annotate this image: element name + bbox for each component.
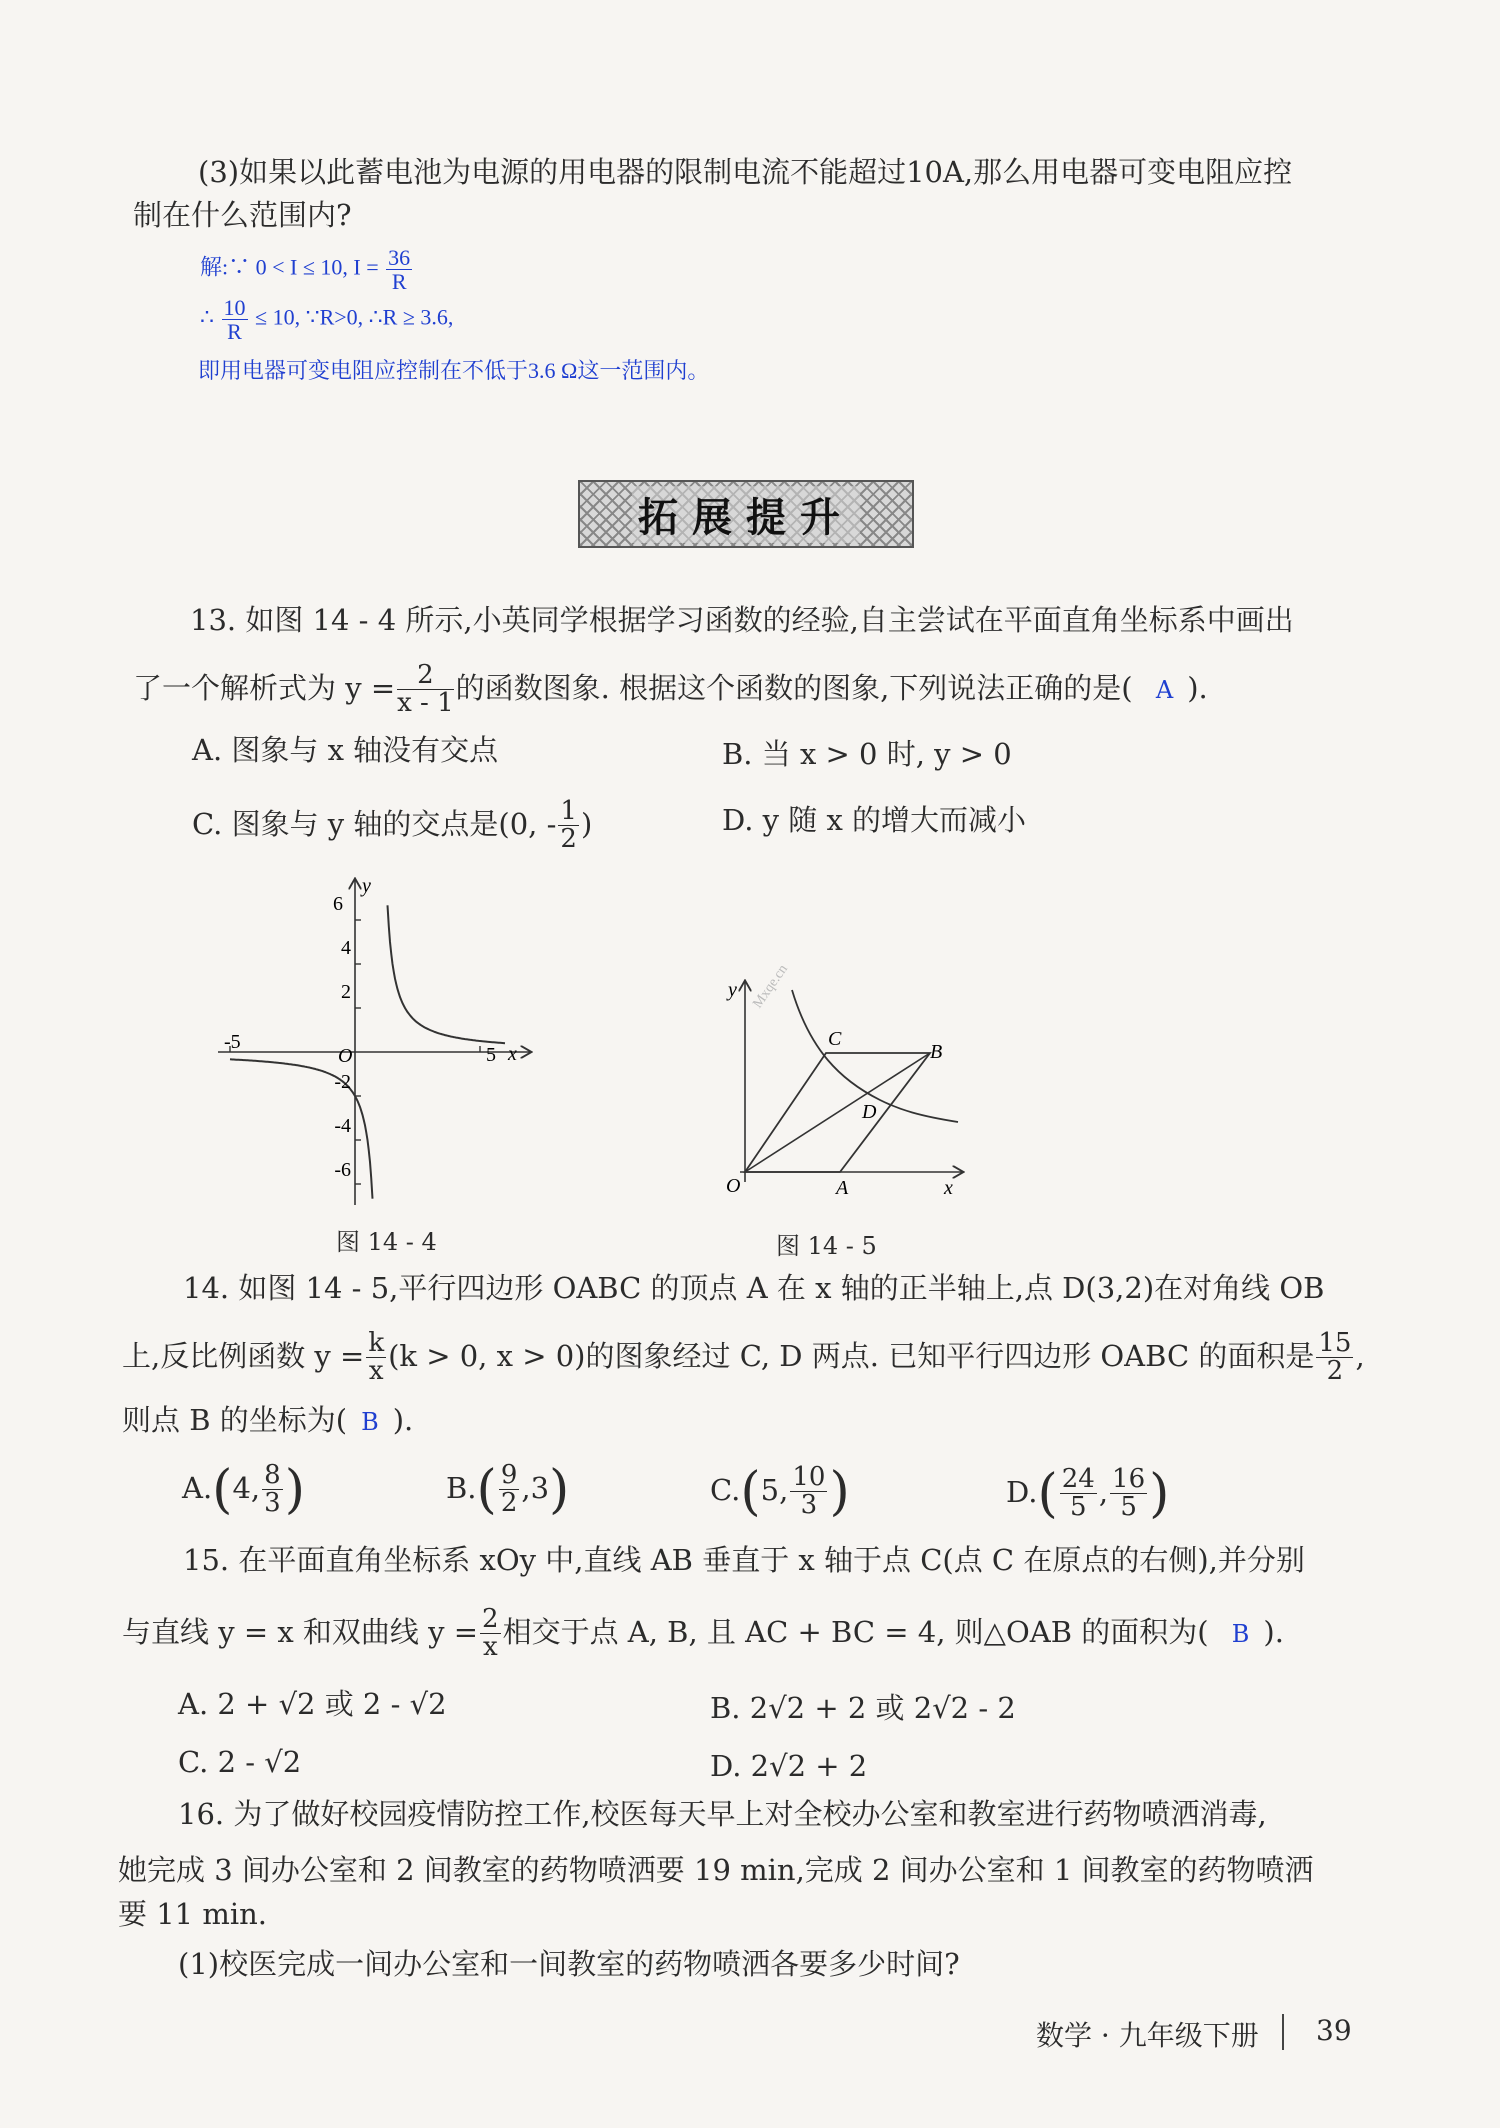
- q13-line2: 了一个解析式为 y = $\frac{2}{x - 1}$ 的函数图象. 根据这个函数的图象,下列说法正确的是( A ).: [133, 660, 1208, 719]
- origin-label: O: [726, 1175, 741, 1197]
- q16-line3: 要 11 min.: [118, 1897, 268, 1931]
- q13-answer: A: [1155, 675, 1174, 704]
- q13-option-a: A. 图象与 x 轴没有交点: [192, 733, 499, 767]
- q14-option-b: B.( $\frac{9}{2}$ ,3): [446, 1459, 570, 1520]
- section-title: 拓展提升: [632, 486, 860, 543]
- y-tick-2: 2: [341, 981, 351, 1003]
- watermark: Mxqe.cn: [750, 962, 791, 1012]
- q15-option-a: A. 2 + √2 或 2 - √2: [178, 1687, 447, 1721]
- hyperbola-right-branch: [388, 905, 506, 1043]
- q14-answer: B: [361, 1408, 379, 1436]
- origin-label: O: [338, 1045, 353, 1067]
- q14-line1: 14. 如图 14 - 5,平行四边形 OABC 的顶点 A 在 x 轴的正半轴上,点 D(3,2)在对角线 OB: [183, 1271, 1325, 1305]
- section-banner: [578, 480, 914, 548]
- figure-14-5-caption: 图 14 - 5: [776, 1232, 877, 1260]
- q14-line2: 上,反比例函数 y = $\frac{k}{x}$ (k > 0, x > 0)的图象经过 C, D 两点. 已知平行四边形 OABC 的面积是 $\frac{15}{2}$ ,: [122, 1328, 1365, 1387]
- y-tick-4: 4: [341, 937, 351, 959]
- q12-3-line1: (3)如果以此蓄电池为电源的用电器的限制电流不能超过10A,那么用电器可变电阻应控: [198, 155, 1293, 189]
- q14-option-c: C.(5, $\frac{10}{3}$ ): [710, 1461, 850, 1522]
- y-tick-neg6: -6: [334, 1159, 351, 1181]
- q15-option-c: C. 2 - √2: [178, 1745, 302, 1779]
- q13-option-b: B. 当 x > 0 时, y > 0: [722, 737, 1012, 771]
- q12-3-solution-line1: 解:∵ 0 < I ≤ 10, I = $\frac{36}{R}$: [200, 245, 411, 295]
- q12-3-solution-line2: ∴ $\frac{10}{R}$ ≤ 10, ∵R>0, ∴R ≥ 3.6,: [200, 295, 454, 345]
- q15-line1: 15. 在平面直角坐标系 xOy 中,直线 AB 垂直于 x 轴于点 C(点 C 在原点的右侧),并分别: [183, 1543, 1305, 1577]
- q14-option-d: D.( $\frac{24}{5}$ , $\frac{16}{5}$ ): [1006, 1463, 1170, 1524]
- q16-line1: 16. 为了做好校园疫情防控工作,校医每天早上对全校办公室和教室进行药物喷洒消毒,: [178, 1797, 1267, 1831]
- y-tick-6: 6: [333, 893, 343, 915]
- x-axis-label: x: [508, 1043, 517, 1065]
- y-tick-neg4: -4: [334, 1115, 351, 1137]
- hyperbola-left-branch: [230, 1059, 373, 1198]
- q14-line3: 则点 B 的坐标为( B ).: [122, 1403, 414, 1437]
- q15-option-b: B. 2√2 + 2 或 2√2 - 2: [710, 1691, 1016, 1725]
- x-tick-5: 5: [486, 1044, 496, 1066]
- figure-14-4-caption: 图 14 - 4: [336, 1228, 437, 1256]
- y-axis-label: y: [728, 979, 737, 1001]
- point-c-label: C: [828, 1028, 842, 1050]
- point-b-label: B: [930, 1041, 943, 1063]
- q16-line2: 她完成 3 间办公室和 2 间教室的药物喷洒要 19 min,完成 2 间办公室和 1 间教室的药物喷洒: [118, 1853, 1314, 1887]
- q14-option-a: A.(4, $\frac{8}{3}$ ): [182, 1459, 305, 1520]
- q12-3-line2: 制在什么范围内?: [133, 198, 352, 232]
- point-d-label: D: [862, 1101, 877, 1123]
- q13-option-c: C. 图象与 y 轴的交点是(0, - $\frac{1}{2}$ ): [192, 796, 593, 855]
- q12-3-solution-line3: 即用电器可变电阻应控制在不低于3.6 Ω这一范围内。: [198, 358, 710, 383]
- q13-option-d: D. y 随 x 的增大而减小: [722, 803, 1027, 837]
- q15-option-d: D. 2√2 + 2: [710, 1749, 868, 1783]
- y-tick-neg2: -2: [334, 1071, 351, 1093]
- q16-line4: (1)校医完成一间办公室和一间教室的药物喷洒各要多少时间?: [178, 1947, 960, 1981]
- figure-14-5: [700, 920, 990, 1210]
- q13-line1: 13. 如图 14 - 4 所示,小英同学根据学习函数的经验,自主尝试在平面直角坐标系中画出: [190, 603, 1294, 637]
- footer-book-title: 数学 · 九年级下册: [1036, 2019, 1259, 2052]
- q15-line2: 与直线 y = x 和双曲线 y = $\frac{2}{x}$ 相交于点 A, B, 且 AC + BC = 4, 则△OAB 的面积为( B ).: [122, 1604, 1284, 1663]
- y-axis-label: y: [362, 875, 371, 897]
- figure-14-4: [210, 870, 540, 1210]
- x-tick-neg5: -5: [224, 1031, 241, 1053]
- footer-divider: [1282, 2014, 1284, 2050]
- x-axis-label: x: [944, 1177, 953, 1199]
- point-a-label: A: [836, 1177, 849, 1199]
- footer-page-number: 39: [1316, 2014, 1352, 2047]
- q15-answer: B: [1231, 1619, 1250, 1648]
